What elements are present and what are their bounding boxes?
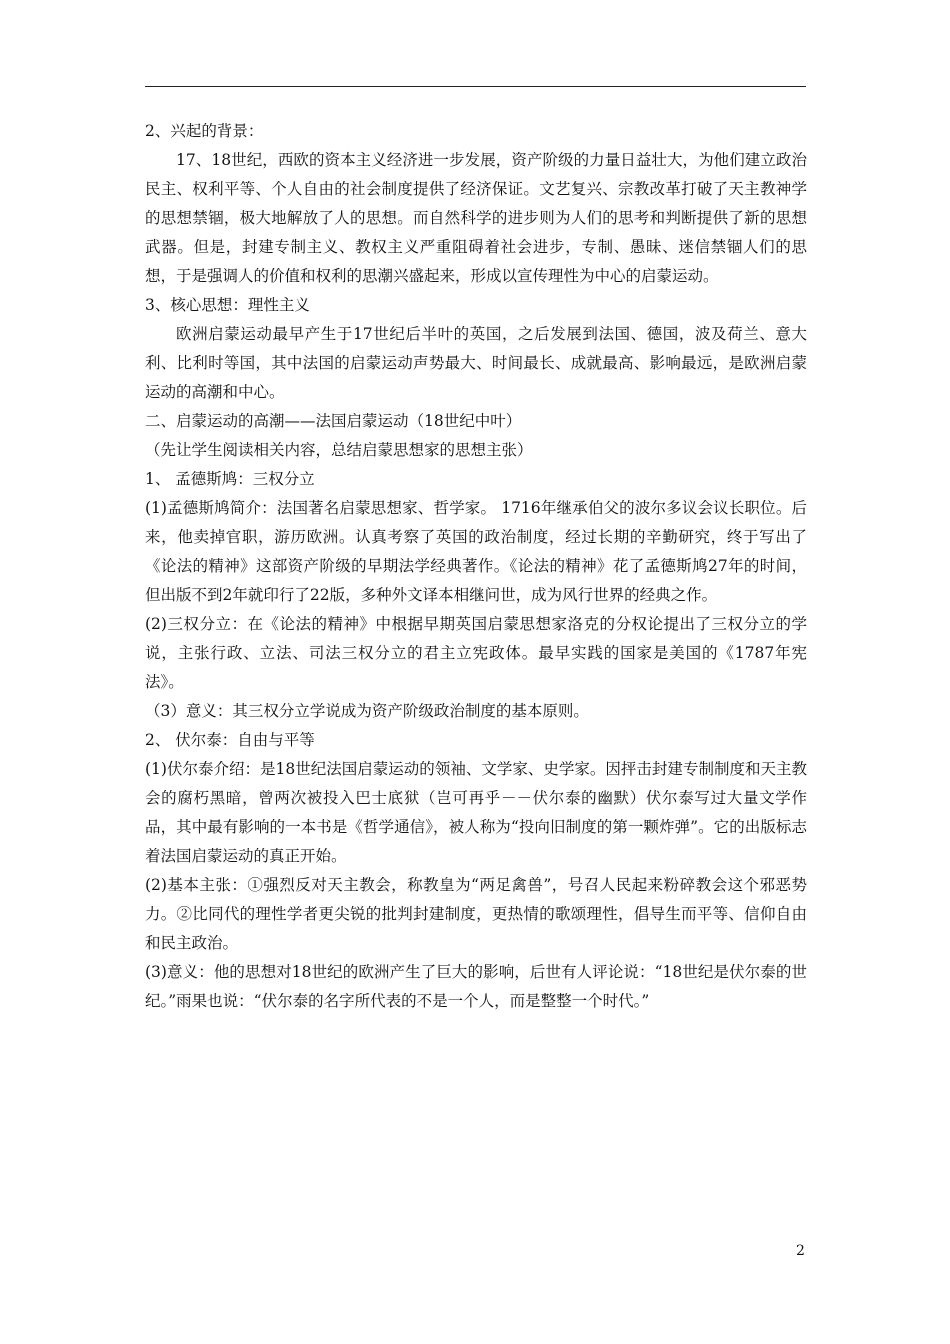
paragraph-voltaire-ideas: (2)基本主张：①强烈反对天主教会，称教皇为“两足禽兽”，号召人民起来粉碎教会这个邪恶势力。②比同代的理性学者更尖锐的批判封建制度，更热情的歌颂理性，倡导生而平等、信仰自由和民主政治。 xyxy=(145,876,807,952)
paragraph-voltaire-significance: (3)意义：他的思想对18世纪的欧洲产生了巨大的影响，后世有人评论说：“18世纪是伏尔泰的世纪。”雨果也说：“伏尔泰的名字所代表的不是一个人，而是整整一个时代。” xyxy=(145,963,807,1010)
heading-montesquieu: 1、 孟德斯鸠：三权分立 xyxy=(145,470,315,488)
section-heading-french-enlightenment: 二、启蒙运动的高潮——法国启蒙运动（18世纪中叶） xyxy=(145,412,522,430)
paragraph-origin: 欧洲启蒙运动最早产生于17世纪后半叶的英国，之后发展到法国、德国，波及荷兰、意大利、比利时等国，其中法国的启蒙运动声势最大、时间最长、成就最高、影响最远，是欧洲启蒙运动的高潮和中心。 xyxy=(145,325,807,401)
heading-voltaire: 2、 伏尔泰：自由与平等 xyxy=(145,731,315,749)
paragraph-montesquieu-significance: （3）意义：其三权分立学说成为资产阶级政治制度的基本原则。 xyxy=(145,702,589,720)
page-number: 2 xyxy=(796,1243,805,1259)
heading-core-idea: 3、核心思想：理性主义 xyxy=(145,296,310,314)
paragraph-background: 17、18世纪，西欧的资本主义经济进一步发展，资产阶级的力量日益壮大，为他们建立政治民主、权利平等、个人自由的社会制度提供了经济保证。文艺复兴、宗教改革打破了天主教神学的思想禁锢，极大地解放了人的思想。而自然科学的进步则为人们的思考和判断提供了新的思想武器。但是，封建专制主义、教权主义严重阻碍着社会进步，专制、愚昧、迷信禁锢人们的思想，于是强调人的价值和权利的思潮兴盛起来，形成以宣传理性为中心的启蒙运动。 xyxy=(145,151,807,285)
paragraph-montesquieu-intro: (1)孟德斯鸠简介：法国著名启蒙思想家、哲学家。 1716年继承伯父的波尔多议会议长职位。后来，他卖掉官职，游历欧洲。认真考察了英国的政治制度，经过长期的辛勤研究，终于写出了《论法的精神》这部资产阶级的早期法学经典著作。《论法的精神》花了孟德斯鸠27年的时间，但出版不到2年就印行了22版，多种外文译本相继问世，成为风行世界的经典之作。 xyxy=(145,499,807,604)
heading-background: 2、兴起的背景： xyxy=(145,122,264,140)
header-rule xyxy=(145,86,806,87)
document-body xyxy=(145,117,807,1016)
teaching-note: （先让学生阅读相关内容，总结启蒙思想家的思想主张） xyxy=(145,441,533,459)
paragraph-voltaire-intro: (1)伏尔泰介绍：是18世纪法国启蒙运动的领袖、文学家、史学家。因抨击封建专制制度和天主教会的腐朽黑暗，曾两次被投入巴士底狱（岂可再乎－－伏尔泰的幽默）伏尔泰写过大量文学作品，其中最有影响的一本书是《哲学通信》，被人称为“投向旧制度的第一颗炸弹”。它的出版标志着法国启蒙运动的真正开始。 xyxy=(145,760,807,865)
paragraph-separation-of-powers: (2)三权分立：在《论法的精神》中根据早期英国启蒙思想家洛克的分权论提出了三权分立的学说，主张行政、立法、司法三权分立的君主立宪政体。最早实践的国家是美国的《1787年宪法》。 xyxy=(145,615,807,691)
